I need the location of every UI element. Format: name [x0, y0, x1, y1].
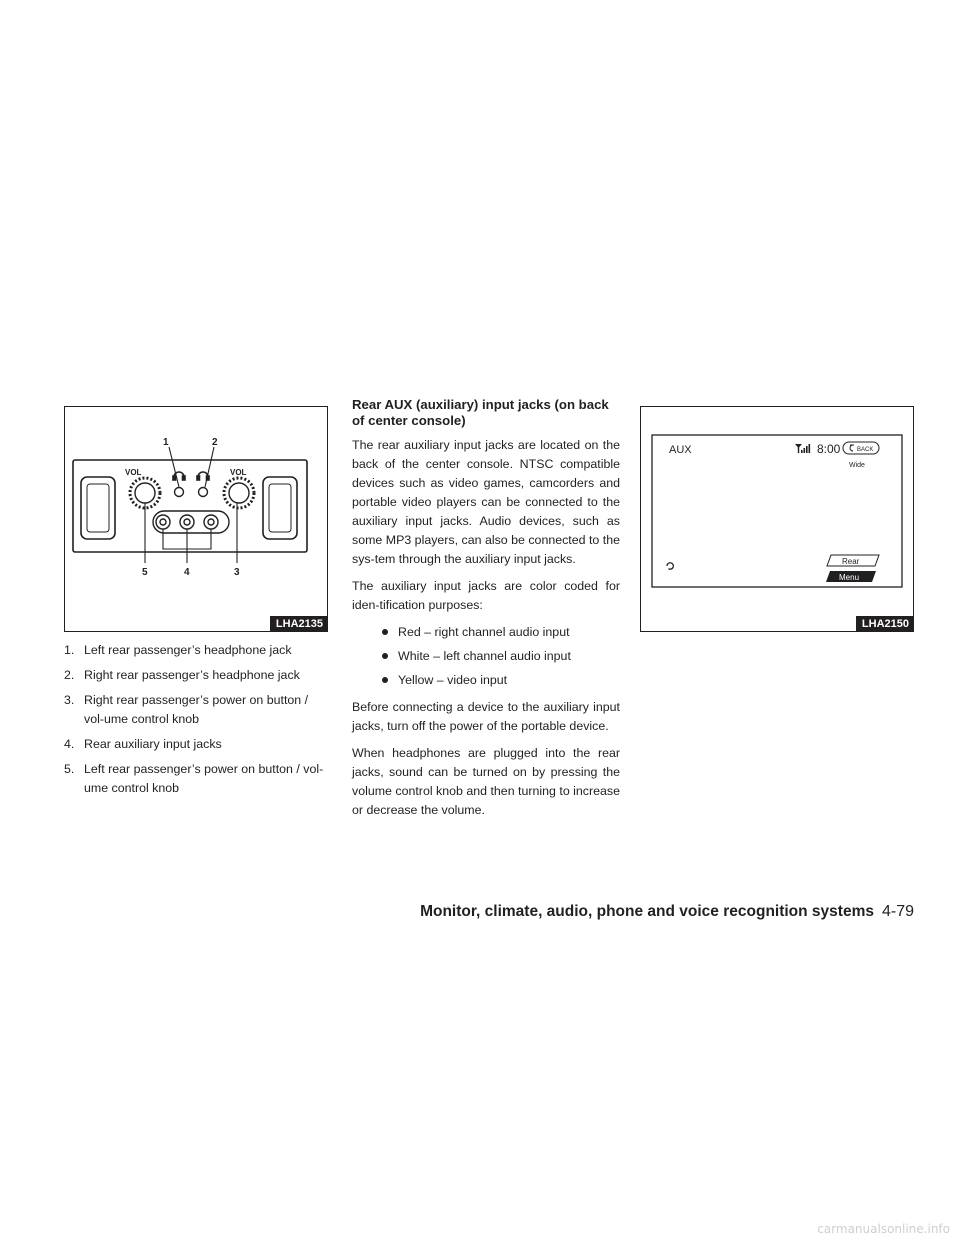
rear-label: Rear: [842, 557, 860, 566]
vol-label-left: VOL: [125, 468, 142, 477]
figure-rear-console: [64, 406, 328, 632]
section-heading: Rear AUX (auxiliary) input jacks (on back of center console): [352, 397, 609, 428]
rear-console-illustration: [65, 407, 327, 631]
menu-label: Menu: [839, 573, 860, 582]
bullet-icon: [382, 653, 388, 659]
callout-3: 3: [234, 567, 240, 578]
legend-item: 2. Right rear passenger’s headphone jack: [64, 668, 300, 682]
figure-tag: LHA2135: [270, 616, 327, 631]
right-vent: [263, 477, 297, 539]
callout-2: 2: [212, 437, 218, 448]
bullet-icon: [382, 677, 388, 683]
aspect-label: Wide: [849, 462, 865, 469]
callout-1: 1: [163, 437, 169, 448]
page-number: 4-79: [881, 903, 914, 920]
callout-4: 4: [184, 567, 190, 578]
list-item: White – left channel audio input: [382, 647, 620, 666]
clock: 8:00: [817, 442, 841, 456]
color-code-list: [352, 623, 620, 690]
paragraph: Before connecting a device to the auxiliary input jacks, turn off the power of the portable device.: [352, 700, 620, 733]
list-item: Yellow – video input: [382, 671, 620, 690]
left-vent: [81, 477, 115, 539]
legend-item: 5. Left rear passenger’s power on button / vol-ume control knob: [64, 762, 324, 795]
figure-aux-screen: [640, 406, 914, 632]
bullet-icon: [382, 629, 388, 635]
source-label: AUX: [669, 444, 692, 456]
paragraph: The rear auxiliary input jacks are located on the back of the center console. NTSC compatible devices such as video games, camcorders and portable video players can be connected to the auxiliary input jacks. Audio devices, such as some MP3 players, can also be connected to the sys-tem through the auxiliary input jacks.: [352, 438, 620, 566]
page-footer: [420, 903, 914, 921]
legend-item: 3. Right rear passenger’s power on button / vol-ume control knob: [64, 693, 309, 726]
aux-screen-illustration: [641, 407, 913, 631]
figure-legend: [64, 641, 330, 804]
callout-5: 5: [142, 567, 148, 578]
aux-jacks: [156, 515, 218, 529]
legend-item: 4. Rear auxiliary input jacks: [64, 737, 222, 751]
paragraph: When headphones are plugged into the rear jacks, sound can be turned on by pressing the volume control knob and then turning to increase or decrease the volume.: [352, 746, 620, 817]
left-headphone-jack: [175, 488, 184, 497]
right-volume-knob: [224, 478, 254, 508]
right-headphone-jack: [199, 488, 208, 497]
legend-item: 1. Left rear passenger’s headphone jack: [64, 643, 292, 657]
back-label: BACK: [857, 447, 874, 453]
vol-label-right: VOL: [230, 468, 247, 477]
list-item: Red – right channel audio input: [382, 623, 620, 642]
paragraph: The auxiliary input jacks are color coded for iden-tification purposes:: [352, 579, 620, 612]
section-aux-input: [352, 397, 620, 828]
figure-tag: LHA2150: [856, 616, 913, 631]
chapter-title: Monitor, climate, audio, phone and voice recognition systems: [420, 903, 874, 920]
watermark: carmanualsonline.info: [817, 1222, 950, 1236]
